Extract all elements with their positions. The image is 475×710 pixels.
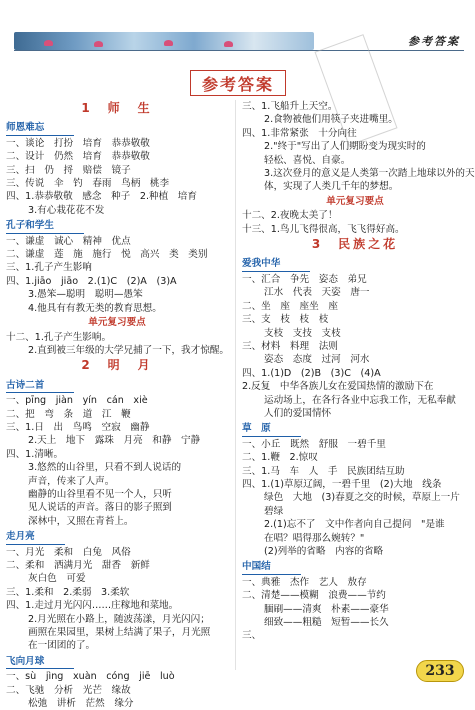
- answer-line: 三、1.飞船升上天空。: [242, 101, 338, 112]
- answer-line: 三、: [242, 630, 262, 642]
- answer-line: 四、1.非常紧张 十分向往: [242, 127, 357, 139]
- answer-line: 二、坐 座 座坐 座: [242, 300, 338, 312]
- page-header: [0, 0, 474, 52]
- answer-line: 四、1.清晰。: [6, 448, 64, 460]
- answer-line-indented: 在唱？唱得那么婉转？": [264, 532, 365, 544]
- header-banner-image: [14, 32, 314, 50]
- answer-line-indented: 细致——粗糙 短暂——长久: [264, 617, 389, 629]
- answer-line-indented: 画照在果园里，果树上结满了果子，月光照: [28, 627, 211, 639]
- answer-line-indented: 幽静的山谷里看不见一个人，只听: [28, 488, 172, 500]
- answer-line-indented: 4.他具有有教无类的教育思想。: [28, 302, 162, 314]
- answer-line: 一、谈论 打扮 培育 恭恭敬敬: [6, 137, 150, 149]
- section-heading: 中国结: [242, 560, 301, 574]
- page-number: 233: [425, 663, 455, 679]
- answer-line: 二、谦虚 莲 施 施行 悦 高兴 类 类别: [6, 249, 208, 261]
- answer-line: 二、把 弯 条 道 江 鞭: [6, 408, 131, 420]
- answer-line-indented: 绿色 大地 (3)春夏之交的时候，草原上一片: [264, 492, 460, 504]
- answer-line-indented: 江水 代表 天姿 唐一: [264, 287, 370, 299]
- answer-line: 二、柔和 洒满月光 甜香 新鲜: [6, 560, 150, 571]
- answer-line: 二、设计 仍然 培育 恭恭敬敬: [6, 151, 150, 163]
- header-label: 参考答案: [408, 35, 460, 48]
- answer-line: 一、小丘 既然 舒服 一碧千里: [242, 438, 386, 450]
- answer-line-indented: 2.(1)忘不了 文中作者向自己提问 "是谁: [264, 519, 445, 531]
- answer-line: 一、典雅 杰作 艺人 敖存: [242, 576, 367, 588]
- answer-line: 十二、2.夜晚太美了！: [242, 210, 338, 222]
- answer-line: 一、汇合 争先 姿态 弟兄: [242, 273, 367, 285]
- answer-line-indented: 体，实现了人类几千年的梦想。: [264, 181, 399, 193]
- answer-line-indented: 2.食物被他们用筷子夹进嘴里。: [264, 114, 398, 126]
- answer-line: 四、1.jiāo jiāo 2.(1)C (2)A (3)A: [6, 275, 177, 287]
- right-column: [242, 100, 475, 643]
- unit-heading: 2 明 月: [81, 358, 153, 373]
- section-heading: 孔子和学生: [6, 219, 84, 233]
- answer-line-indented: 3.愚笨—聪明 聪明—愚笨: [28, 289, 143, 301]
- answer-line-indented: 3.悠然的山谷里，只看不到人说话的: [28, 462, 182, 474]
- answer-line: 一、pīng jiàn yín cán xiè: [6, 395, 148, 407]
- left-column: [6, 100, 228, 710]
- section-heading: 师恩难忘: [6, 121, 74, 135]
- answer-line-indented: 在一团团的了。: [28, 640, 96, 652]
- answer-line-indented: 2.直到被三年级的大学兄捕了一下，我才惊醒。: [28, 344, 230, 356]
- section-heading: 爱我中华: [242, 257, 310, 271]
- answer-line: 三、1.孔子产生影响: [6, 262, 92, 274]
- answer-line: 十二、1.孔子产生影响。: [6, 331, 112, 343]
- answer-line: 三、材料 料理 法则: [242, 340, 338, 352]
- answer-line: 三、传说 伞 钓 春雨 鸟柄 桃李: [6, 178, 170, 190]
- answer-line: 四、1.(1)草原辽阔，一碧千里 (2)大地 线条: [242, 478, 442, 490]
- answer-line: 四、1.走过月光闪闪……庄稼地和菜地。: [6, 600, 179, 612]
- answer-line: 三、支 枝 枝 枝: [242, 314, 329, 326]
- section-heading: 草 原: [242, 422, 301, 436]
- column-divider: [235, 100, 236, 670]
- answer-line-indented: 深林中，又照在青苔上。: [28, 515, 134, 527]
- header-rule: [14, 50, 464, 51]
- unit-heading: 1 师 生: [81, 101, 153, 115]
- answer-line-indented: 松弛 讲析 茫然 缘分: [28, 698, 134, 710]
- answer-line-indented: 2."终于"写出了人们期盼变为现实时的: [264, 141, 426, 153]
- answer-line: 一、sù jìng xuàn cóng jiē luò: [6, 671, 175, 683]
- answer-line-indented: 3.有心栽花花不发: [28, 204, 105, 216]
- answer-line-indented: 2.月光照在小路上，随波荡漾，月光闪闪；: [28, 613, 210, 625]
- answer-line: 三、1.马 车 人 手 民族团结互助: [242, 465, 405, 477]
- answer-line: 二、飞驰 分析 光芒 缘故: [6, 684, 131, 696]
- answer-line-indented: 支枝 支技 支枝: [264, 327, 341, 339]
- answer-line: 四、1.恭恭敬敬 感念 种子 2.种植 培育: [6, 191, 197, 203]
- answer-line-indented: 灰白色 可爱: [28, 573, 86, 585]
- answer-line-indented: 姿态 态度 过河 河水: [264, 354, 370, 366]
- answer-line: 十三、1.鸟儿飞得很高，飞飞得好高。: [242, 223, 405, 235]
- unit-heading: 3 民族之花: [311, 237, 399, 252]
- answer-line-indented: 腼刷——清爽 朴素——豪华: [264, 603, 389, 615]
- answer-line-indented: 2.天上 地下 露珠 月亮 和静 宁静: [28, 435, 201, 447]
- answer-line-indented: 声音，传来了人声。: [28, 475, 115, 487]
- answer-line-indented: 碧绿: [264, 505, 284, 517]
- answer-line-indented: (2)列举的省略 内容的省略: [264, 546, 384, 557]
- section-heading: 古诗二首: [6, 379, 74, 393]
- answer-line-indented: 人们的爱国情怀: [264, 407, 332, 419]
- section-heading: 走月亮: [6, 530, 65, 544]
- answer-line-indented: 轻松、喜悦、自豪。: [264, 154, 351, 166]
- answer-line-indented: 运动场上，在各行各业中忘我工作，无私奉献: [264, 394, 456, 406]
- answer-line: 一、谦虚 诚心 精神 优点: [6, 235, 131, 247]
- answer-line: 2.反复 中华各族儿女在爱国热情的激励下在: [242, 381, 434, 393]
- subsection-heading: 单元复习要点: [326, 195, 384, 207]
- page-number-badge: [416, 660, 464, 682]
- answer-line: 二、清楚——模糊 浪费——节约: [242, 590, 386, 602]
- answer-line: 三、扫 仍 捋 赔偿 镜子: [6, 164, 131, 176]
- page-title: [190, 70, 286, 96]
- answer-line: 四、1.(1)D (2)B (3)C (4)A: [242, 367, 381, 379]
- answer-line: 一、月光 柔和 白兔 风俗: [6, 546, 131, 558]
- answer-line-indented: 见人说话的声音。落日的影子照到: [28, 502, 172, 514]
- answer-line: 三、1.日 出 鸟鸣 空寂 幽静: [6, 421, 150, 433]
- page-title-text: 参考答案: [201, 74, 274, 94]
- answer-line: 二、1.鞭 2.惊叹: [242, 452, 318, 464]
- answer-line-indented: 3.这次登月的意义是人类第一次踏上地球以外的天: [264, 168, 475, 180]
- subsection-heading: 单元复习要点: [88, 317, 146, 329]
- answer-line: 三、1.柔和 2.柔弱 3.柔软: [6, 586, 130, 598]
- section-heading: 飞向月球: [6, 655, 74, 669]
